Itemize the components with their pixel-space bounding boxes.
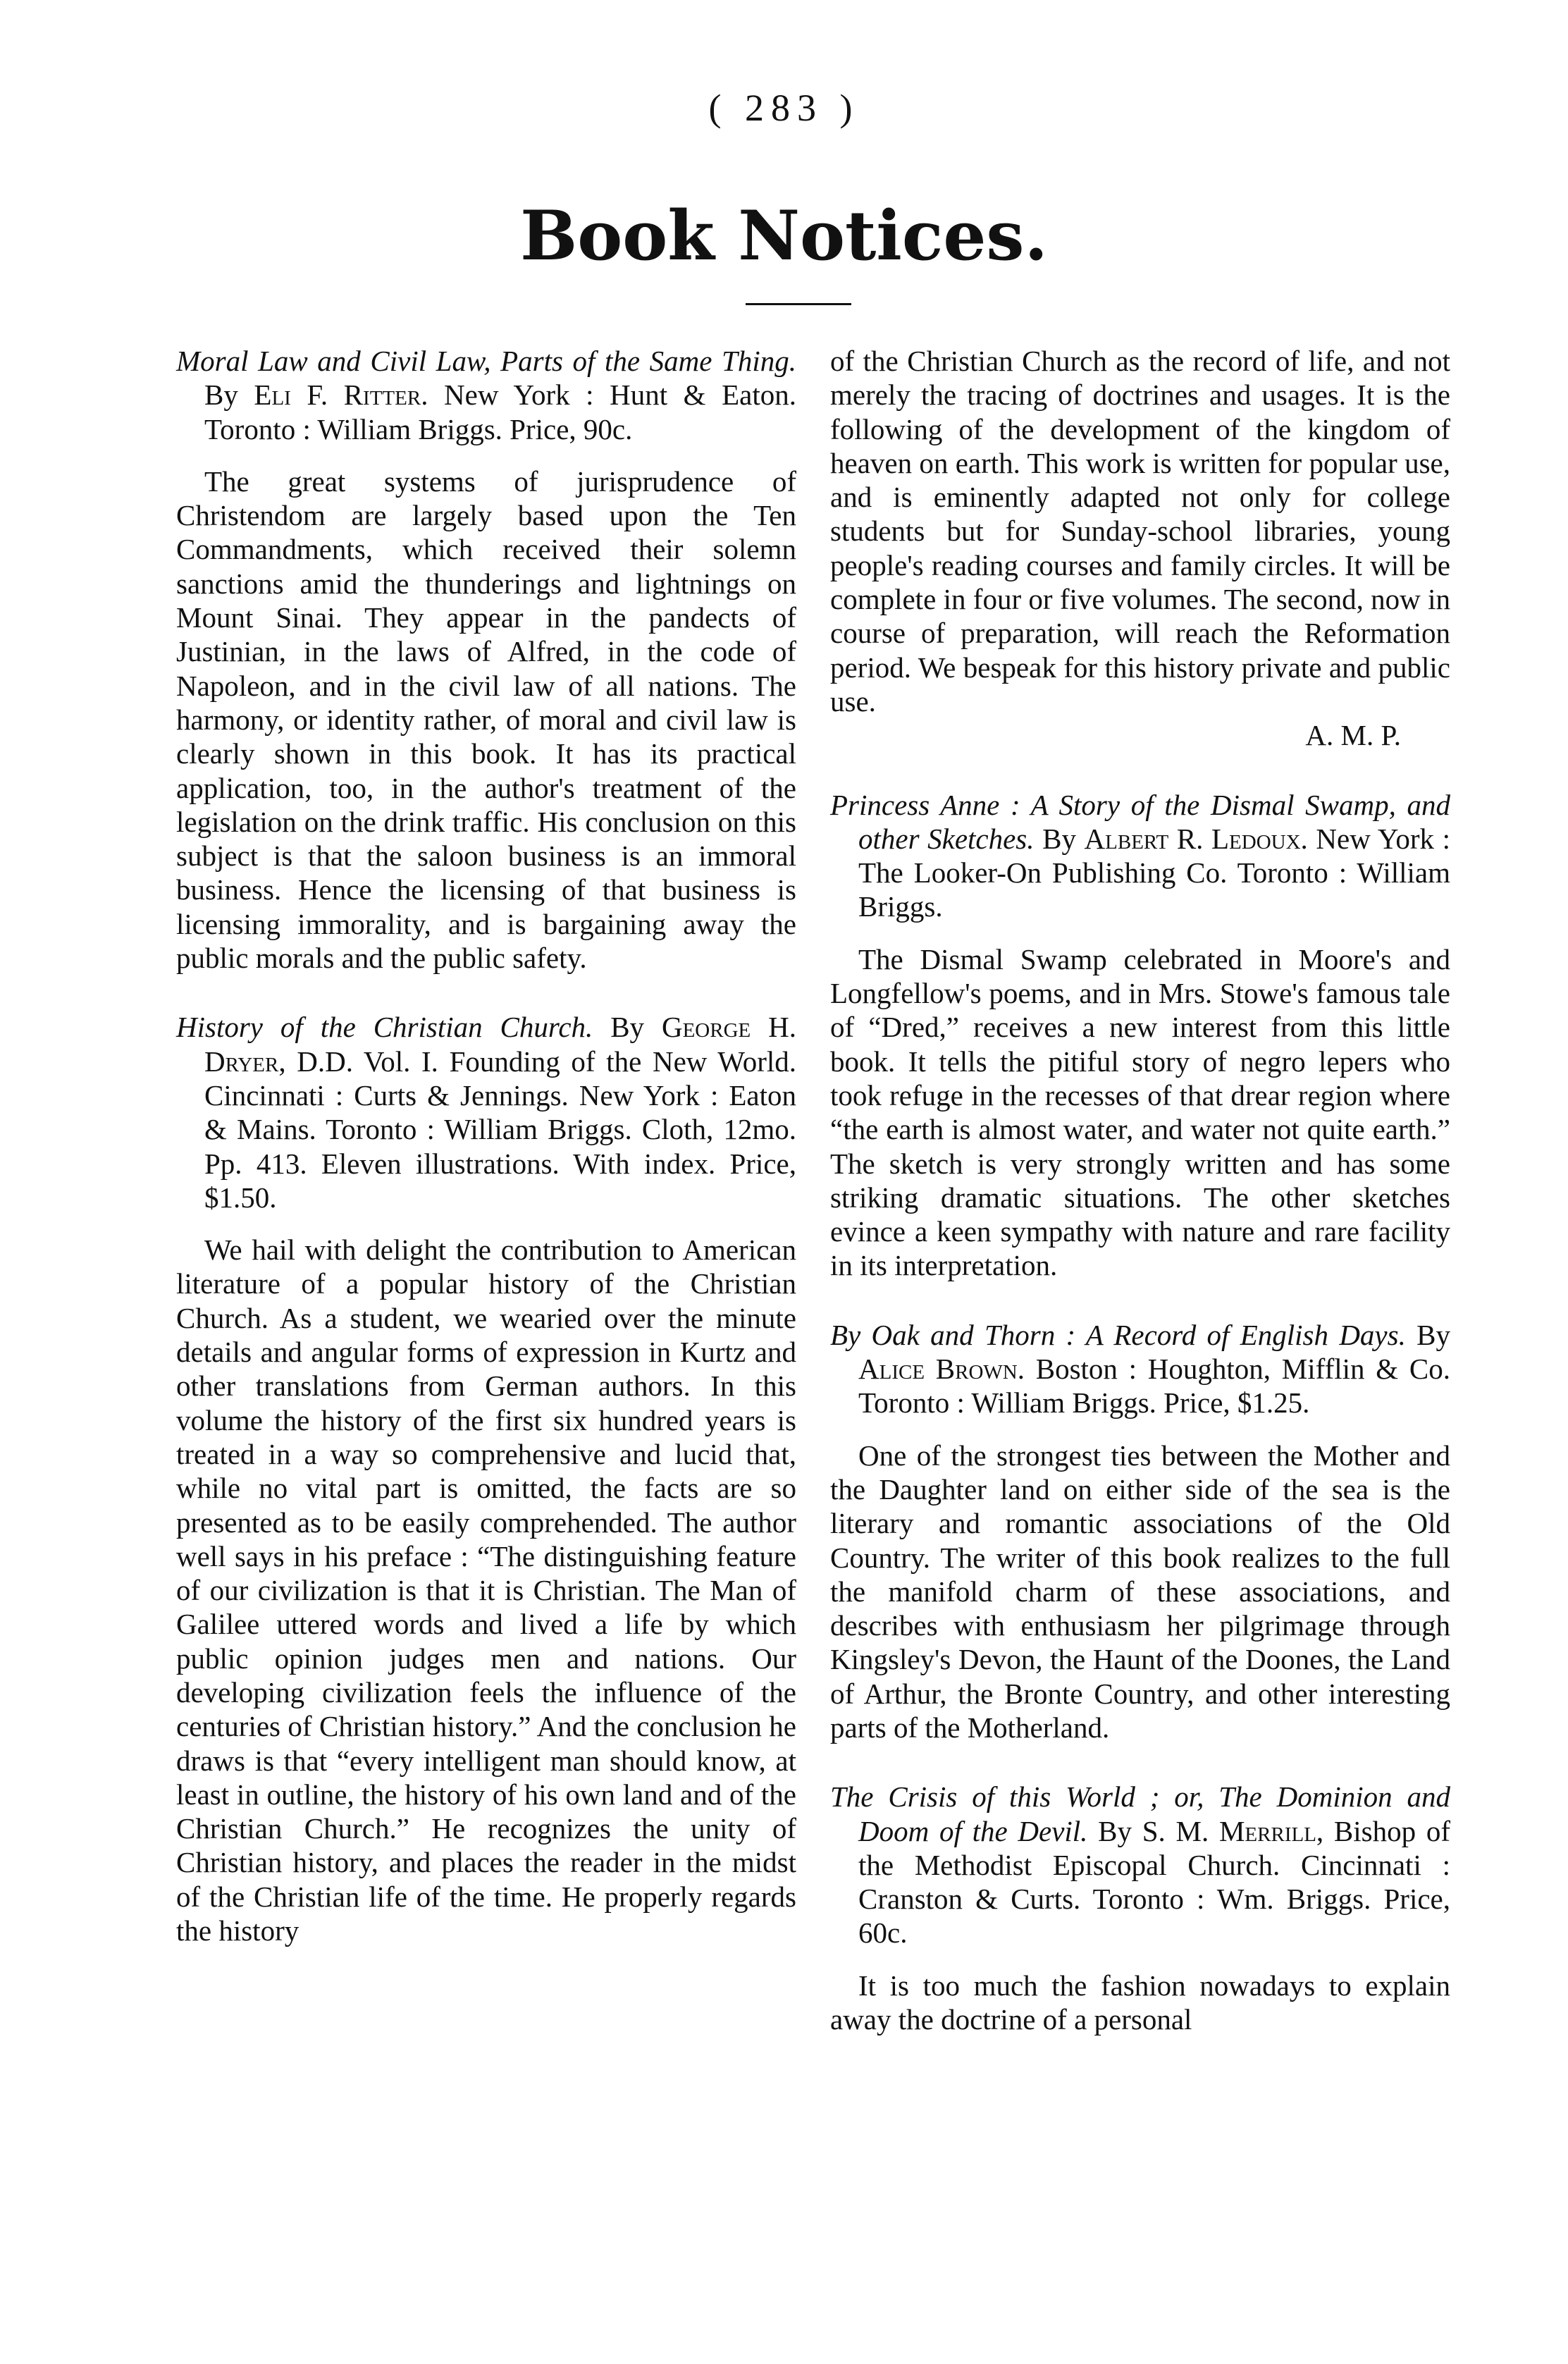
by-word: By (1087, 1814, 1142, 1847)
book-citation (830, 1318, 1450, 1420)
book-author: S. M. Merrill, (1142, 1814, 1324, 1847)
page-number: ( 283 ) (708, 87, 860, 129)
book-author: Alice Brown. (858, 1353, 1025, 1386)
book-review: We hail with delight the contribution to American literature of a popular history of the Christian Church. As a student, we wearied over the minute details and angular forms of expression in Kurtz and other translations from German authors. In this volume the history of the first six hundred years is treated in a way so comprehensive and lucid that, while no vital part is omitted, the facts are so presented as to be easily comprehended. The author well says in his preface : “The distinguishing feature of our civilization is that it is Christian. The Man of Galilee uttered words and lived a life by which public opinion judges men and nations. Our developing civilization feels the influence of the centuries of Christian history.” And the conclusion he draws is that “every intelligent man should know, at least in outline, the history of his own land and of the Christian Church.” He recognizes the unity of Christian history, and places the reader in the midst of the Christian life of the time. He properly regards the history (176, 1233, 796, 1947)
by-word: By (1405, 1318, 1450, 1351)
book-notice (176, 1010, 796, 1947)
left-column (176, 344, 796, 1983)
book-publisher: Boston : Houghton, Mifflin & Co. Toronto : William Briggs. Price, $1.25. (858, 1353, 1450, 1420)
title-divider (746, 303, 851, 305)
book-title: Princess Anne : A Story of the Dismal Swamp, and other Sketches. (830, 788, 1450, 855)
book-title: By Oak and Thorn : A Record of English Days. (830, 1318, 1406, 1351)
by-word: By (1034, 822, 1085, 855)
reviewer-signature: A. M. P. (1305, 719, 1401, 752)
by-word: By (204, 378, 254, 412)
book-publisher: New York : Hunt & Eaton. Toronto : William Briggs. Price, 90c. (204, 378, 796, 445)
book-review: The great systems of jurisprudence of Christendom are largely based upon the Ten Commandments, which received their solemn sanctions amid the thunderings and lightnings on Mount Sinai. They appear in the pandects of Justinian, in the laws of Alfred, in the code of Napoleon, and in the civil law of all nations. The harmony, or identity rather, of moral and civil law is clearly shown in this book. It has its practical application, too, in the author's treatment of the legislation on the drink traffic. His conclusion on this subject is that the saloon business is an immoral business. Hence the licensing of that business is licensing immorality, and is bargaining away the public morals and the public safety. (176, 464, 796, 975)
book-author: George H. Dryer, D.D. (204, 1011, 797, 1078)
book-publisher: New York : The Looker-On Publishing Co. Toronto : William Briggs. (858, 822, 1450, 923)
book-title: Moral Law and Civil Law, Parts of the Same Thing. (176, 345, 796, 377)
by-word: By (593, 1011, 662, 1044)
review-continuation (830, 344, 1450, 753)
book-publisher: Vol. I. Founding of the New World. Cincinnati : Curts & Jennings. New York : Eaton & Mains. Toronto : William Briggs. Cloth, 12mo. Pp. 413. Eleven illustrations. With index. Price, $1.50. (204, 1045, 796, 1214)
book-title: The Crisis of this World ; or, The Dominion and Doom of the Devil. (830, 1780, 1450, 1847)
book-notice (830, 1318, 1450, 1745)
book-author: Eli F. Ritter. (254, 378, 428, 412)
book-citation (830, 1780, 1450, 1950)
book-title: History of the Christian Church. (176, 1011, 593, 1044)
book-review: One of the strongest ties between the Mother and the Daughter land on either side of the sea is the literary and romantic associations of the Old Country. The writer of this book realizes to the full the manifold charm of these associations, and describes with enthusiasm her pilgrimage through Kingsley's Devon, the Haunt of the Doones, the Land of Arthur, the Bronte Country, and other interesting parts of the Motherland. (830, 1439, 1450, 1744)
review-continuation-text: of the Christian Church as the record of life, and not merely the tracing of doctrines and usages. It is the following of the development of the kingdom of heaven on earth. This work is written for popular use, and is eminently adapted not only for college students but for Sunday-school libraries, young people's reading courses and family circles. It will be complete in four or five volumes. The second, now in course of preparation, will reach the Reformation period. We bespeak for this history private and public use. (830, 345, 1450, 718)
book-review: It is too much the fashion nowadays to explain away the doctrine of a personal (830, 1969, 1450, 2036)
book-notice (830, 1780, 1450, 2036)
book-notice (176, 344, 796, 975)
book-notice (830, 788, 1450, 1283)
book-citation (830, 788, 1450, 924)
book-publisher: Bishop of the Methodist Episcopal Church. Cincinnati : Cranston & Curts. Toronto : Wm. Briggs. Price, 60c. (858, 1814, 1450, 1950)
book-citation (176, 1010, 796, 1214)
book-citation (176, 344, 796, 446)
page-title: Book Notices. (520, 196, 1048, 276)
book-review: The Dismal Swamp celebrated in Moore's and Longfellow's poems, and in Mrs. Stowe's famous tale of “Dred,” receives a new interest from this little book. It tells the pitiful story of negro lepers who took refuge in the recesses of that drear region where “the earth is almost water, and water not quite earth.” The sketch is very strongly written and has some striking dramatic situations. The other sketches evince a keen sympathy with nature and rare facility in its interpretation. (830, 942, 1450, 1282)
right-column (830, 344, 1450, 2071)
book-author: Albert R. Ledoux. (1084, 822, 1308, 855)
